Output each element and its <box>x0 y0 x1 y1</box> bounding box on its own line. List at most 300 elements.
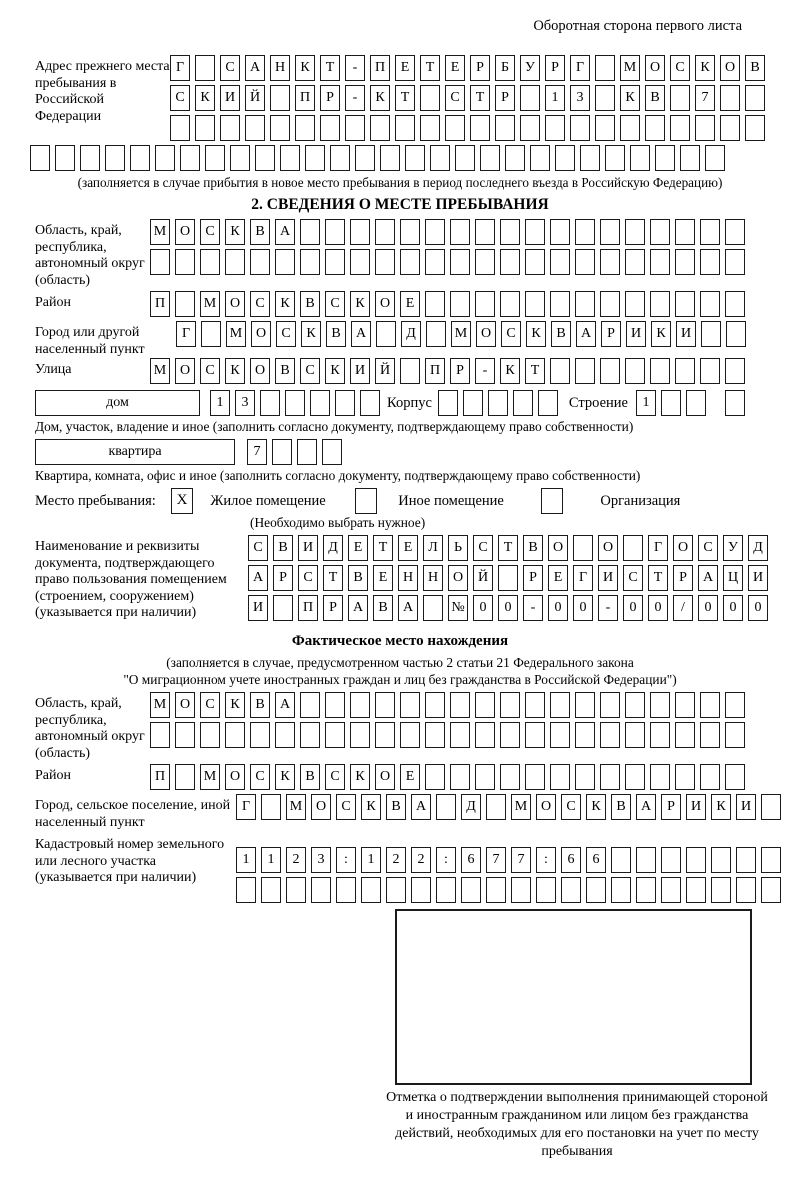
char-box[interactable]: О <box>673 535 693 561</box>
char-box[interactable]: Т <box>648 565 668 591</box>
char-box[interactable]: 7 <box>486 847 506 873</box>
char-box[interactable]: И <box>626 321 646 347</box>
char-box[interactable]: К <box>526 321 546 347</box>
char-box[interactable]: У <box>520 55 540 81</box>
char-box[interactable]: 7 <box>695 85 715 111</box>
char-box[interactable]: Й <box>245 85 265 111</box>
char-box[interactable] <box>661 847 681 873</box>
apartment-type-box[interactable]: квартира <box>35 439 235 465</box>
char-box[interactable] <box>575 249 595 275</box>
char-box[interactable]: О <box>251 321 271 347</box>
char-box[interactable] <box>595 85 615 111</box>
char-box[interactable] <box>500 291 520 317</box>
char-box[interactable]: О <box>548 535 568 561</box>
char-box[interactable] <box>311 877 331 903</box>
char-box[interactable] <box>335 390 355 416</box>
char-box[interactable] <box>700 291 720 317</box>
char-box[interactable]: С <box>336 794 356 820</box>
char-box[interactable] <box>630 145 650 171</box>
char-box[interactable]: С <box>300 358 320 384</box>
char-box[interactable]: К <box>225 219 245 245</box>
char-box[interactable]: Е <box>398 535 418 561</box>
char-box[interactable] <box>486 794 506 820</box>
char-box[interactable]: О <box>375 764 395 790</box>
char-box[interactable] <box>525 249 545 275</box>
char-box[interactable] <box>525 764 545 790</box>
char-box[interactable] <box>650 219 670 245</box>
char-box[interactable]: Г <box>176 321 196 347</box>
char-box[interactable] <box>175 249 195 275</box>
char-box[interactable] <box>355 145 375 171</box>
char-box[interactable] <box>386 877 406 903</box>
char-box[interactable]: 6 <box>561 847 581 873</box>
char-box[interactable]: О <box>476 321 496 347</box>
char-box[interactable]: Е <box>445 55 465 81</box>
char-box[interactable] <box>400 219 420 245</box>
char-box[interactable] <box>575 291 595 317</box>
char-box[interactable] <box>450 249 470 275</box>
char-box[interactable] <box>330 145 350 171</box>
char-box[interactable]: И <box>676 321 696 347</box>
char-box[interactable] <box>720 115 740 141</box>
char-box[interactable]: - <box>345 55 365 81</box>
char-box[interactable] <box>686 877 706 903</box>
char-box[interactable]: Н <box>270 55 290 81</box>
char-box[interactable] <box>475 219 495 245</box>
char-box[interactable] <box>675 722 695 748</box>
char-box[interactable]: С <box>445 85 465 111</box>
char-box[interactable] <box>700 219 720 245</box>
char-box[interactable] <box>725 219 745 245</box>
house-type-box[interactable]: дом <box>35 390 200 416</box>
char-box[interactable]: А <box>636 794 656 820</box>
char-box[interactable]: Е <box>348 535 368 561</box>
char-box[interactable]: В <box>348 565 368 591</box>
char-box[interactable] <box>200 249 220 275</box>
char-box[interactable] <box>295 115 315 141</box>
char-box[interactable]: К <box>275 764 295 790</box>
char-box[interactable]: С <box>200 358 220 384</box>
char-box[interactable] <box>175 291 195 317</box>
char-box[interactable] <box>600 722 620 748</box>
char-box[interactable]: С <box>623 565 643 591</box>
char-box[interactable] <box>525 722 545 748</box>
char-box[interactable] <box>700 358 720 384</box>
char-box[interactable]: С <box>670 55 690 81</box>
char-box[interactable]: Д <box>401 321 421 347</box>
char-box[interactable]: / <box>673 595 693 621</box>
char-box[interactable] <box>625 764 645 790</box>
char-box[interactable] <box>361 877 381 903</box>
char-box[interactable]: К <box>350 291 370 317</box>
char-box[interactable] <box>555 145 575 171</box>
char-box[interactable] <box>450 692 470 718</box>
char-box[interactable] <box>498 565 518 591</box>
char-box[interactable] <box>600 358 620 384</box>
char-box[interactable]: Д <box>748 535 768 561</box>
char-box[interactable]: 2 <box>386 847 406 873</box>
char-box[interactable]: Н <box>423 565 443 591</box>
char-box[interactable] <box>725 722 745 748</box>
char-box[interactable]: В <box>611 794 631 820</box>
char-box[interactable] <box>575 692 595 718</box>
char-box[interactable] <box>500 249 520 275</box>
char-box[interactable] <box>513 390 533 416</box>
char-box[interactable]: Е <box>400 764 420 790</box>
char-box[interactable]: 1 <box>210 390 230 416</box>
char-box[interactable] <box>611 877 631 903</box>
char-box[interactable] <box>376 321 396 347</box>
char-box[interactable] <box>586 877 606 903</box>
char-box[interactable]: С <box>298 565 318 591</box>
char-box[interactable] <box>700 249 720 275</box>
char-box[interactable]: И <box>598 565 618 591</box>
char-box[interactable]: А <box>245 55 265 81</box>
char-box[interactable] <box>725 291 745 317</box>
char-box[interactable] <box>195 55 215 81</box>
char-box[interactable] <box>425 692 445 718</box>
char-box[interactable] <box>455 145 475 171</box>
char-box[interactable] <box>705 145 725 171</box>
char-box[interactable]: Е <box>373 565 393 591</box>
char-box[interactable]: Н <box>398 565 418 591</box>
char-box[interactable]: К <box>275 291 295 317</box>
char-box[interactable]: А <box>275 692 295 718</box>
char-box[interactable]: О <box>175 692 195 718</box>
char-box[interactable] <box>625 291 645 317</box>
char-box[interactable] <box>761 847 781 873</box>
char-box[interactable]: П <box>150 291 170 317</box>
char-box[interactable] <box>336 877 356 903</box>
char-box[interactable]: Г <box>570 55 590 81</box>
char-box[interactable] <box>105 145 125 171</box>
char-box[interactable] <box>700 692 720 718</box>
char-box[interactable] <box>285 390 305 416</box>
char-box[interactable]: Д <box>323 535 343 561</box>
char-box[interactable] <box>300 722 320 748</box>
char-box[interactable] <box>711 877 731 903</box>
char-box[interactable]: К <box>695 55 715 81</box>
char-box[interactable] <box>426 321 446 347</box>
char-box[interactable] <box>720 85 740 111</box>
char-box[interactable] <box>505 145 525 171</box>
char-box[interactable]: О <box>225 764 245 790</box>
char-box[interactable]: : <box>336 847 356 873</box>
char-box[interactable] <box>675 764 695 790</box>
char-box[interactable] <box>600 219 620 245</box>
char-box[interactable] <box>322 439 342 465</box>
char-box[interactable]: А <box>351 321 371 347</box>
char-box[interactable]: О <box>448 565 468 591</box>
char-box[interactable]: К <box>225 692 245 718</box>
char-box[interactable]: В <box>551 321 571 347</box>
char-box[interactable]: Т <box>323 565 343 591</box>
char-box[interactable] <box>525 692 545 718</box>
char-box[interactable] <box>420 115 440 141</box>
char-box[interactable]: М <box>226 321 246 347</box>
char-box[interactable] <box>375 692 395 718</box>
char-box[interactable] <box>625 722 645 748</box>
char-box[interactable]: Ь <box>448 535 468 561</box>
char-box[interactable] <box>55 145 75 171</box>
char-box[interactable] <box>550 249 570 275</box>
char-box[interactable] <box>272 439 292 465</box>
char-box[interactable]: К <box>370 85 390 111</box>
checkbox-residential[interactable]: X <box>171 488 193 514</box>
char-box[interactable]: Т <box>498 535 518 561</box>
char-box[interactable] <box>625 358 645 384</box>
char-box[interactable] <box>400 692 420 718</box>
char-box[interactable] <box>375 219 395 245</box>
char-box[interactable] <box>250 722 270 748</box>
char-box[interactable] <box>486 877 506 903</box>
char-box[interactable]: И <box>350 358 370 384</box>
char-box[interactable]: 0 <box>623 595 643 621</box>
char-box[interactable]: Д <box>461 794 481 820</box>
char-box[interactable]: : <box>536 847 556 873</box>
char-box[interactable] <box>375 722 395 748</box>
char-box[interactable] <box>600 249 620 275</box>
char-box[interactable]: Р <box>323 595 343 621</box>
char-box[interactable]: Ц <box>723 565 743 591</box>
char-box[interactable] <box>725 390 745 416</box>
char-box[interactable]: Р <box>673 565 693 591</box>
char-box[interactable] <box>170 115 190 141</box>
char-box[interactable] <box>225 249 245 275</box>
char-box[interactable]: Й <box>473 565 493 591</box>
char-box[interactable] <box>711 847 731 873</box>
char-box[interactable] <box>273 595 293 621</box>
char-box[interactable]: К <box>301 321 321 347</box>
char-box[interactable] <box>736 877 756 903</box>
char-box[interactable] <box>520 115 540 141</box>
char-box[interactable] <box>650 291 670 317</box>
char-box[interactable] <box>260 390 280 416</box>
char-box[interactable] <box>575 722 595 748</box>
char-box[interactable] <box>395 115 415 141</box>
char-box[interactable] <box>305 145 325 171</box>
char-box[interactable] <box>536 877 556 903</box>
char-box[interactable] <box>325 692 345 718</box>
char-box[interactable]: Р <box>601 321 621 347</box>
char-box[interactable] <box>380 145 400 171</box>
char-box[interactable]: О <box>225 291 245 317</box>
char-box[interactable] <box>725 358 745 384</box>
char-box[interactable]: Й <box>375 358 395 384</box>
char-box[interactable]: И <box>736 794 756 820</box>
char-box[interactable]: 1 <box>261 847 281 873</box>
char-box[interactable]: С <box>501 321 521 347</box>
char-box[interactable] <box>636 877 656 903</box>
char-box[interactable] <box>520 85 540 111</box>
char-box[interactable] <box>470 115 490 141</box>
char-box[interactable] <box>500 692 520 718</box>
char-box[interactable] <box>350 692 370 718</box>
char-box[interactable] <box>661 877 681 903</box>
char-box[interactable] <box>700 722 720 748</box>
char-box[interactable]: К <box>225 358 245 384</box>
char-box[interactable] <box>475 692 495 718</box>
char-box[interactable]: 1 <box>545 85 565 111</box>
char-box[interactable]: М <box>451 321 471 347</box>
char-box[interactable] <box>500 219 520 245</box>
char-box[interactable]: Р <box>320 85 340 111</box>
char-box[interactable]: В <box>326 321 346 347</box>
char-box[interactable]: И <box>748 565 768 591</box>
char-box[interactable] <box>620 115 640 141</box>
char-box[interactable]: А <box>348 595 368 621</box>
char-box[interactable]: 3 <box>570 85 590 111</box>
char-box[interactable] <box>675 692 695 718</box>
char-box[interactable]: С <box>276 321 296 347</box>
char-box[interactable] <box>595 115 615 141</box>
char-box[interactable] <box>450 291 470 317</box>
char-box[interactable] <box>645 115 665 141</box>
char-box[interactable]: В <box>300 764 320 790</box>
char-box[interactable] <box>275 249 295 275</box>
char-box[interactable]: К <box>500 358 520 384</box>
char-box[interactable] <box>286 877 306 903</box>
char-box[interactable]: Т <box>525 358 545 384</box>
char-box[interactable]: В <box>745 55 765 81</box>
char-box[interactable] <box>450 722 470 748</box>
char-box[interactable]: Г <box>236 794 256 820</box>
char-box[interactable]: 1 <box>361 847 381 873</box>
char-box[interactable] <box>350 219 370 245</box>
char-box[interactable] <box>538 390 558 416</box>
char-box[interactable]: О <box>720 55 740 81</box>
char-box[interactable] <box>350 722 370 748</box>
char-box[interactable]: Е <box>395 55 415 81</box>
char-box[interactable] <box>600 692 620 718</box>
char-box[interactable]: И <box>248 595 268 621</box>
char-box[interactable] <box>250 249 270 275</box>
char-box[interactable] <box>575 358 595 384</box>
char-box[interactable]: А <box>576 321 596 347</box>
char-box[interactable]: А <box>275 219 295 245</box>
char-box[interactable] <box>525 291 545 317</box>
char-box[interactable] <box>580 145 600 171</box>
char-box[interactable]: М <box>286 794 306 820</box>
char-box[interactable] <box>297 439 317 465</box>
char-box[interactable]: П <box>370 55 390 81</box>
char-box[interactable] <box>320 115 340 141</box>
char-box[interactable]: С <box>220 55 240 81</box>
char-box[interactable]: П <box>150 764 170 790</box>
char-box[interactable]: 0 <box>548 595 568 621</box>
char-box[interactable]: - <box>345 85 365 111</box>
char-box[interactable] <box>150 249 170 275</box>
char-box[interactable]: А <box>248 565 268 591</box>
char-box[interactable] <box>625 219 645 245</box>
char-box[interactable]: К <box>711 794 731 820</box>
char-box[interactable] <box>270 115 290 141</box>
char-box[interactable]: Г <box>170 55 190 81</box>
char-box[interactable] <box>220 115 240 141</box>
char-box[interactable] <box>573 535 593 561</box>
char-box[interactable]: О <box>175 219 195 245</box>
char-box[interactable] <box>475 764 495 790</box>
char-box[interactable]: П <box>295 85 315 111</box>
checkbox-organization[interactable] <box>541 488 563 514</box>
char-box[interactable]: П <box>298 595 318 621</box>
char-box[interactable] <box>550 722 570 748</box>
char-box[interactable]: В <box>373 595 393 621</box>
char-box[interactable]: А <box>398 595 418 621</box>
char-box[interactable] <box>475 722 495 748</box>
char-box[interactable] <box>550 692 570 718</box>
char-box[interactable]: Т <box>320 55 340 81</box>
char-box[interactable] <box>686 390 706 416</box>
char-box[interactable] <box>350 249 370 275</box>
char-box[interactable] <box>670 85 690 111</box>
char-box[interactable] <box>205 145 225 171</box>
char-box[interactable]: И <box>686 794 706 820</box>
char-box[interactable]: К <box>325 358 345 384</box>
char-box[interactable] <box>175 764 195 790</box>
char-box[interactable]: С <box>698 535 718 561</box>
char-box[interactable]: - <box>523 595 543 621</box>
char-box[interactable]: В <box>645 85 665 111</box>
char-box[interactable]: В <box>523 535 543 561</box>
char-box[interactable] <box>475 291 495 317</box>
char-box[interactable] <box>411 877 431 903</box>
char-box[interactable] <box>761 794 781 820</box>
char-box[interactable]: О <box>375 291 395 317</box>
char-box[interactable]: 6 <box>461 847 481 873</box>
char-box[interactable]: В <box>250 219 270 245</box>
char-box[interactable] <box>611 847 631 873</box>
char-box[interactable] <box>745 85 765 111</box>
checkbox-other-premises[interactable] <box>355 488 377 514</box>
char-box[interactable] <box>745 115 765 141</box>
char-box[interactable] <box>325 249 345 275</box>
char-box[interactable]: Р <box>661 794 681 820</box>
char-box[interactable] <box>420 85 440 111</box>
char-box[interactable] <box>550 764 570 790</box>
char-box[interactable] <box>600 291 620 317</box>
char-box[interactable]: С <box>250 764 270 790</box>
char-box[interactable] <box>300 219 320 245</box>
char-box[interactable]: В <box>275 358 295 384</box>
char-box[interactable] <box>650 764 670 790</box>
char-box[interactable] <box>300 692 320 718</box>
char-box[interactable]: 3 <box>311 847 331 873</box>
char-box[interactable] <box>700 764 720 790</box>
char-box[interactable]: : <box>436 847 456 873</box>
char-box[interactable] <box>650 722 670 748</box>
char-box[interactable]: О <box>250 358 270 384</box>
char-box[interactable]: А <box>411 794 431 820</box>
char-box[interactable] <box>225 722 245 748</box>
char-box[interactable]: Е <box>548 565 568 591</box>
char-box[interactable] <box>423 595 443 621</box>
char-box[interactable] <box>201 321 221 347</box>
char-box[interactable] <box>625 692 645 718</box>
char-box[interactable]: С <box>248 535 268 561</box>
char-box[interactable]: 2 <box>286 847 306 873</box>
char-box[interactable] <box>425 249 445 275</box>
char-box[interactable] <box>495 115 515 141</box>
char-box[interactable]: Т <box>470 85 490 111</box>
char-box[interactable]: К <box>361 794 381 820</box>
char-box[interactable] <box>400 358 420 384</box>
char-box[interactable] <box>475 249 495 275</box>
char-box[interactable] <box>261 877 281 903</box>
char-box[interactable]: С <box>473 535 493 561</box>
char-box[interactable] <box>270 85 290 111</box>
char-box[interactable]: М <box>150 692 170 718</box>
